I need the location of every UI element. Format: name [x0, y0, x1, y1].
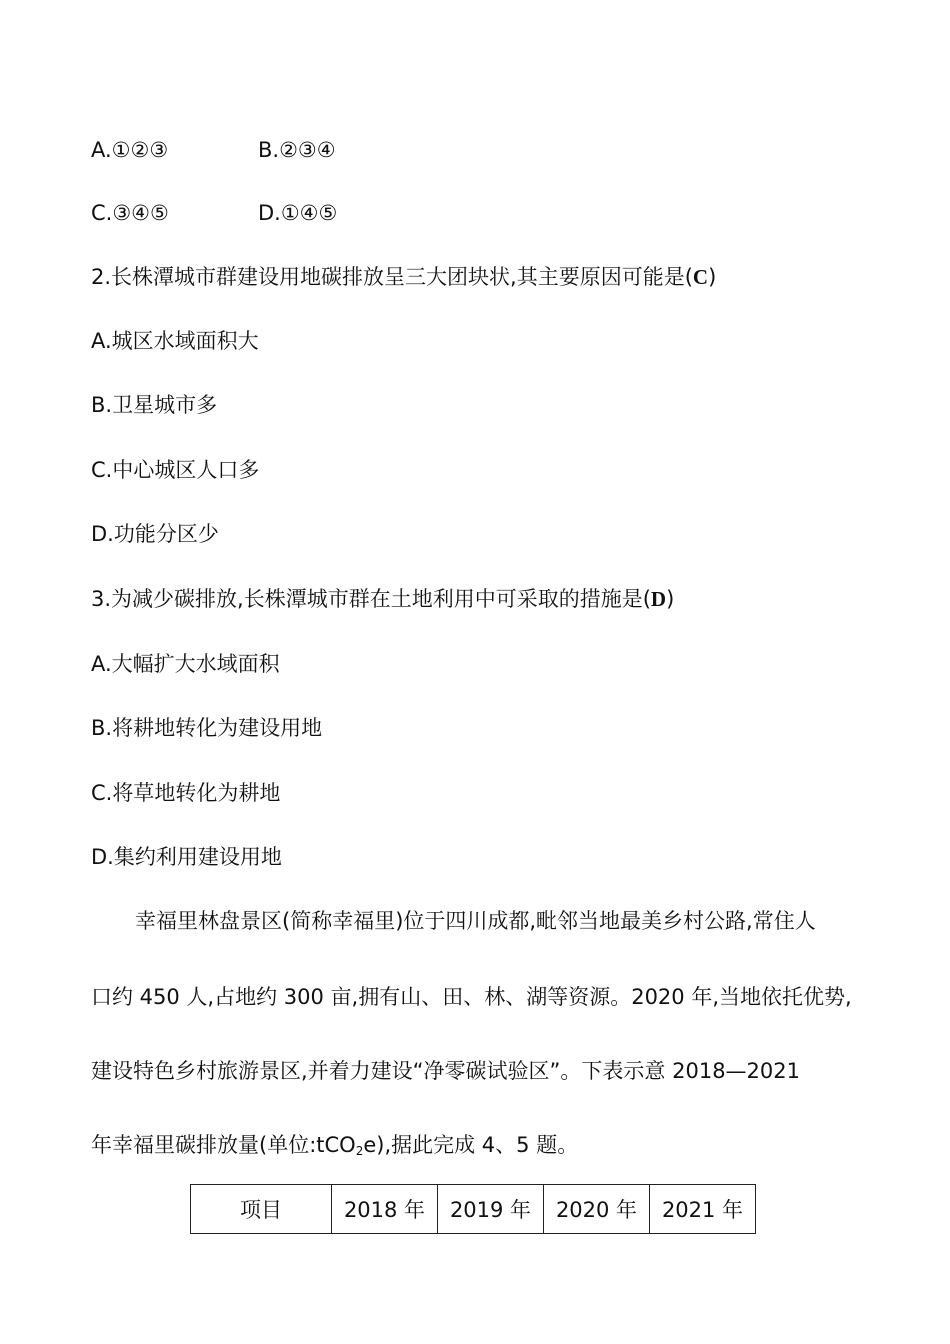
- q1-options-row-2: [91, 199, 338, 227]
- q1-option-d: D.①④⑤: [258, 201, 338, 225]
- q3-option-c: C.将草地转化为耕地: [91, 781, 281, 805]
- passage-line-3: 建设特色乡村旅游景区,并着力建设“净零碳试验区”。下表示意 2018—2021: [91, 1059, 800, 1083]
- table-header-2021: 2021 年: [650, 1185, 756, 1234]
- q1-option-a: A.①②③: [91, 138, 169, 162]
- q2-stem-close: ): [708, 265, 717, 289]
- q2-stem: [91, 263, 716, 291]
- q3-option-b: B.将耕地转化为建设用地: [91, 716, 323, 740]
- passage-line-1: 幸福里林盘景区(简称幸福里)位于四川成都,毗邻当地最美乡村公路,常住人: [135, 909, 816, 933]
- q2-option-a: A.城区水域面积大: [91, 329, 259, 353]
- q1-option-c: C.③④⑤: [91, 201, 169, 225]
- q2-option-b: B.卫星城市多: [91, 393, 218, 417]
- passage-line-2: 口约 450 人,占地约 300 亩,拥有山、田、林、湖等资源。2020 年,当地依托优势,: [91, 985, 852, 1009]
- q2-stem-text: 2.长株潭城市群建设用地碳排放呈三大团块状,其主要原因可能是(: [91, 265, 693, 289]
- passage-line-4: [91, 1131, 578, 1165]
- emissions-table: [190, 1184, 756, 1234]
- q1-options-row-1: [91, 136, 336, 164]
- q3-stem-text: 3.为减少碳排放,长株潭城市群在土地利用中可采取的措施是(: [91, 587, 651, 611]
- table-header-2019: 2019 年: [438, 1185, 544, 1234]
- q3-answer: D: [650, 587, 667, 611]
- passage-line-4-sub: 2: [355, 1144, 364, 1158]
- table-header-item: 项目: [191, 1185, 332, 1234]
- q3-option-a: A.大幅扩大水域面积: [91, 652, 280, 676]
- q3-option-d: D.集约利用建设用地: [91, 845, 282, 869]
- q2-option-c: C.中心城区人口多: [91, 458, 260, 482]
- table-header-2018: 2018 年: [332, 1185, 438, 1234]
- q1-option-b: B.②③④: [258, 138, 336, 162]
- q2-option-d: D.功能分区少: [91, 522, 219, 546]
- q2-answer: C: [692, 265, 709, 289]
- table-header-2020: 2020 年: [544, 1185, 650, 1234]
- passage-line-4-a: 年幸福里碳排放量(单位:tCO: [91, 1133, 356, 1157]
- q3-stem-close: ): [666, 587, 675, 611]
- passage-line-4-b: e),据此完成 4、5 题。: [363, 1133, 579, 1157]
- q3-stem: [91, 585, 674, 613]
- table-header-row: [191, 1185, 756, 1234]
